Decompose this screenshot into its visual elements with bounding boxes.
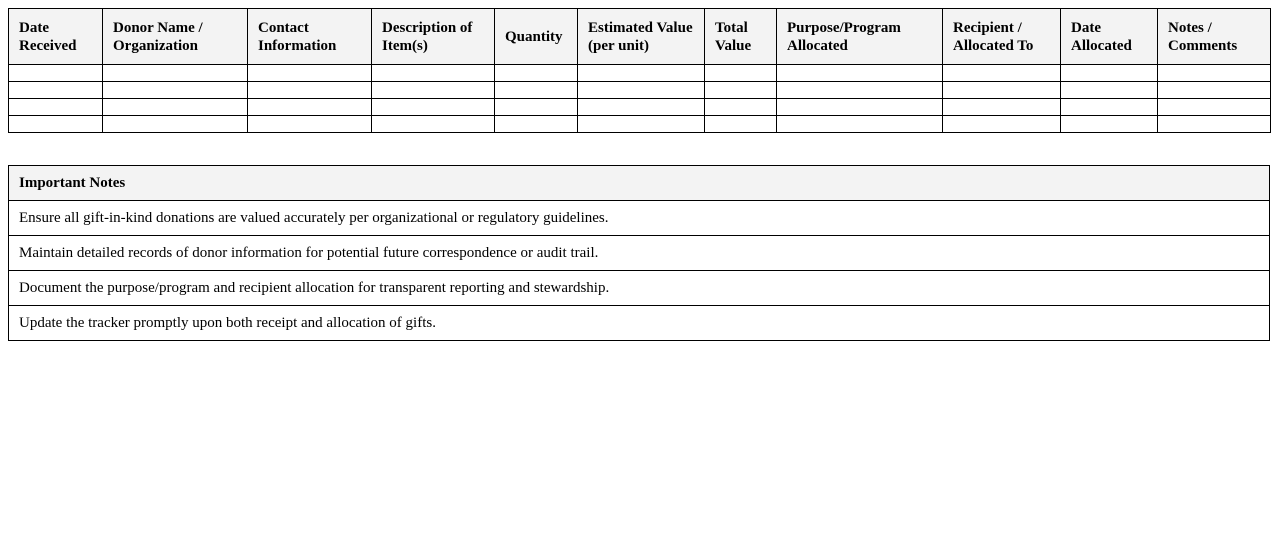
note-text: Update the tracker promptly upon both receipt and allocation of gifts. <box>9 306 1270 341</box>
header-date-received: Date Received <box>9 9 103 65</box>
table-cell[interactable] <box>943 116 1061 133</box>
table-cell[interactable] <box>248 99 372 116</box>
table-cell[interactable] <box>943 82 1061 99</box>
header-recipient: Recipient / Allocated To <box>943 9 1061 65</box>
header-purpose-program: Purpose/Program Allocated <box>777 9 943 65</box>
table-cell[interactable] <box>705 65 777 82</box>
table-cell[interactable] <box>1158 116 1271 133</box>
table-cell[interactable] <box>103 65 248 82</box>
list-item <box>9 201 1270 236</box>
table-cell[interactable] <box>495 116 578 133</box>
table-row <box>9 82 1271 99</box>
table-cell[interactable] <box>943 99 1061 116</box>
table-cell[interactable] <box>777 82 943 99</box>
table-cell[interactable] <box>1061 82 1158 99</box>
table-cell[interactable] <box>495 82 578 99</box>
important-notes-table <box>8 165 1270 341</box>
table-cell[interactable] <box>705 99 777 116</box>
table-cell[interactable] <box>578 82 705 99</box>
table-header-row <box>9 9 1271 65</box>
list-item <box>9 236 1270 271</box>
table-cell[interactable] <box>248 65 372 82</box>
list-item <box>9 271 1270 306</box>
header-contact-information: Contact Information <box>248 9 372 65</box>
header-quantity: Quantity <box>495 9 578 65</box>
table-cell[interactable] <box>1061 99 1158 116</box>
table-cell[interactable] <box>495 65 578 82</box>
table-cell[interactable] <box>705 82 777 99</box>
table-cell[interactable] <box>1158 65 1271 82</box>
table-cell[interactable] <box>777 116 943 133</box>
table-cell[interactable] <box>1061 116 1158 133</box>
list-item <box>9 306 1270 341</box>
table-row <box>9 65 1271 82</box>
table-cell[interactable] <box>578 116 705 133</box>
table-row <box>9 99 1271 116</box>
table-cell[interactable] <box>103 116 248 133</box>
table-cell[interactable] <box>372 99 495 116</box>
page-content <box>8 8 1270 341</box>
header-total-value: Total Value <box>705 9 777 65</box>
important-notes-title: Important Notes <box>9 166 1270 201</box>
table-cell[interactable] <box>943 65 1061 82</box>
header-date-allocated: Date Allocated <box>1061 9 1158 65</box>
table-cell[interactable] <box>705 116 777 133</box>
table-cell[interactable] <box>9 99 103 116</box>
table-cell[interactable] <box>372 116 495 133</box>
gift-in-kind-tracker-table <box>8 8 1271 133</box>
note-text: Document the purpose/program and recipient allocation for transparent reporting and stewardship. <box>9 271 1270 306</box>
table-cell[interactable] <box>1158 82 1271 99</box>
table-cell[interactable] <box>248 116 372 133</box>
header-description: Description of Item(s) <box>372 9 495 65</box>
header-notes-comments: Notes / Comments <box>1158 9 1271 65</box>
note-text: Maintain detailed records of donor information for potential future correspondence or audit trail. <box>9 236 1270 271</box>
notes-header-row <box>9 166 1270 201</box>
table-cell[interactable] <box>9 82 103 99</box>
table-cell[interactable] <box>103 82 248 99</box>
table-cell[interactable] <box>495 99 578 116</box>
table-row <box>9 116 1271 133</box>
table-cell[interactable] <box>372 82 495 99</box>
table-cell[interactable] <box>578 65 705 82</box>
table-cell[interactable] <box>777 99 943 116</box>
table-cell[interactable] <box>372 65 495 82</box>
table-cell[interactable] <box>9 116 103 133</box>
table-cell[interactable] <box>1061 65 1158 82</box>
table-cell[interactable] <box>1158 99 1271 116</box>
table-cell[interactable] <box>578 99 705 116</box>
table-cell[interactable] <box>103 99 248 116</box>
header-estimated-value: Estimated Value (per unit) <box>578 9 705 65</box>
table-cell[interactable] <box>248 82 372 99</box>
note-text: Ensure all gift-in-kind donations are valued accurately per organizational or regulatory guidelines. <box>9 201 1270 236</box>
table-cell[interactable] <box>9 65 103 82</box>
table-cell[interactable] <box>777 65 943 82</box>
header-donor-name: Donor Name / Organization <box>103 9 248 65</box>
